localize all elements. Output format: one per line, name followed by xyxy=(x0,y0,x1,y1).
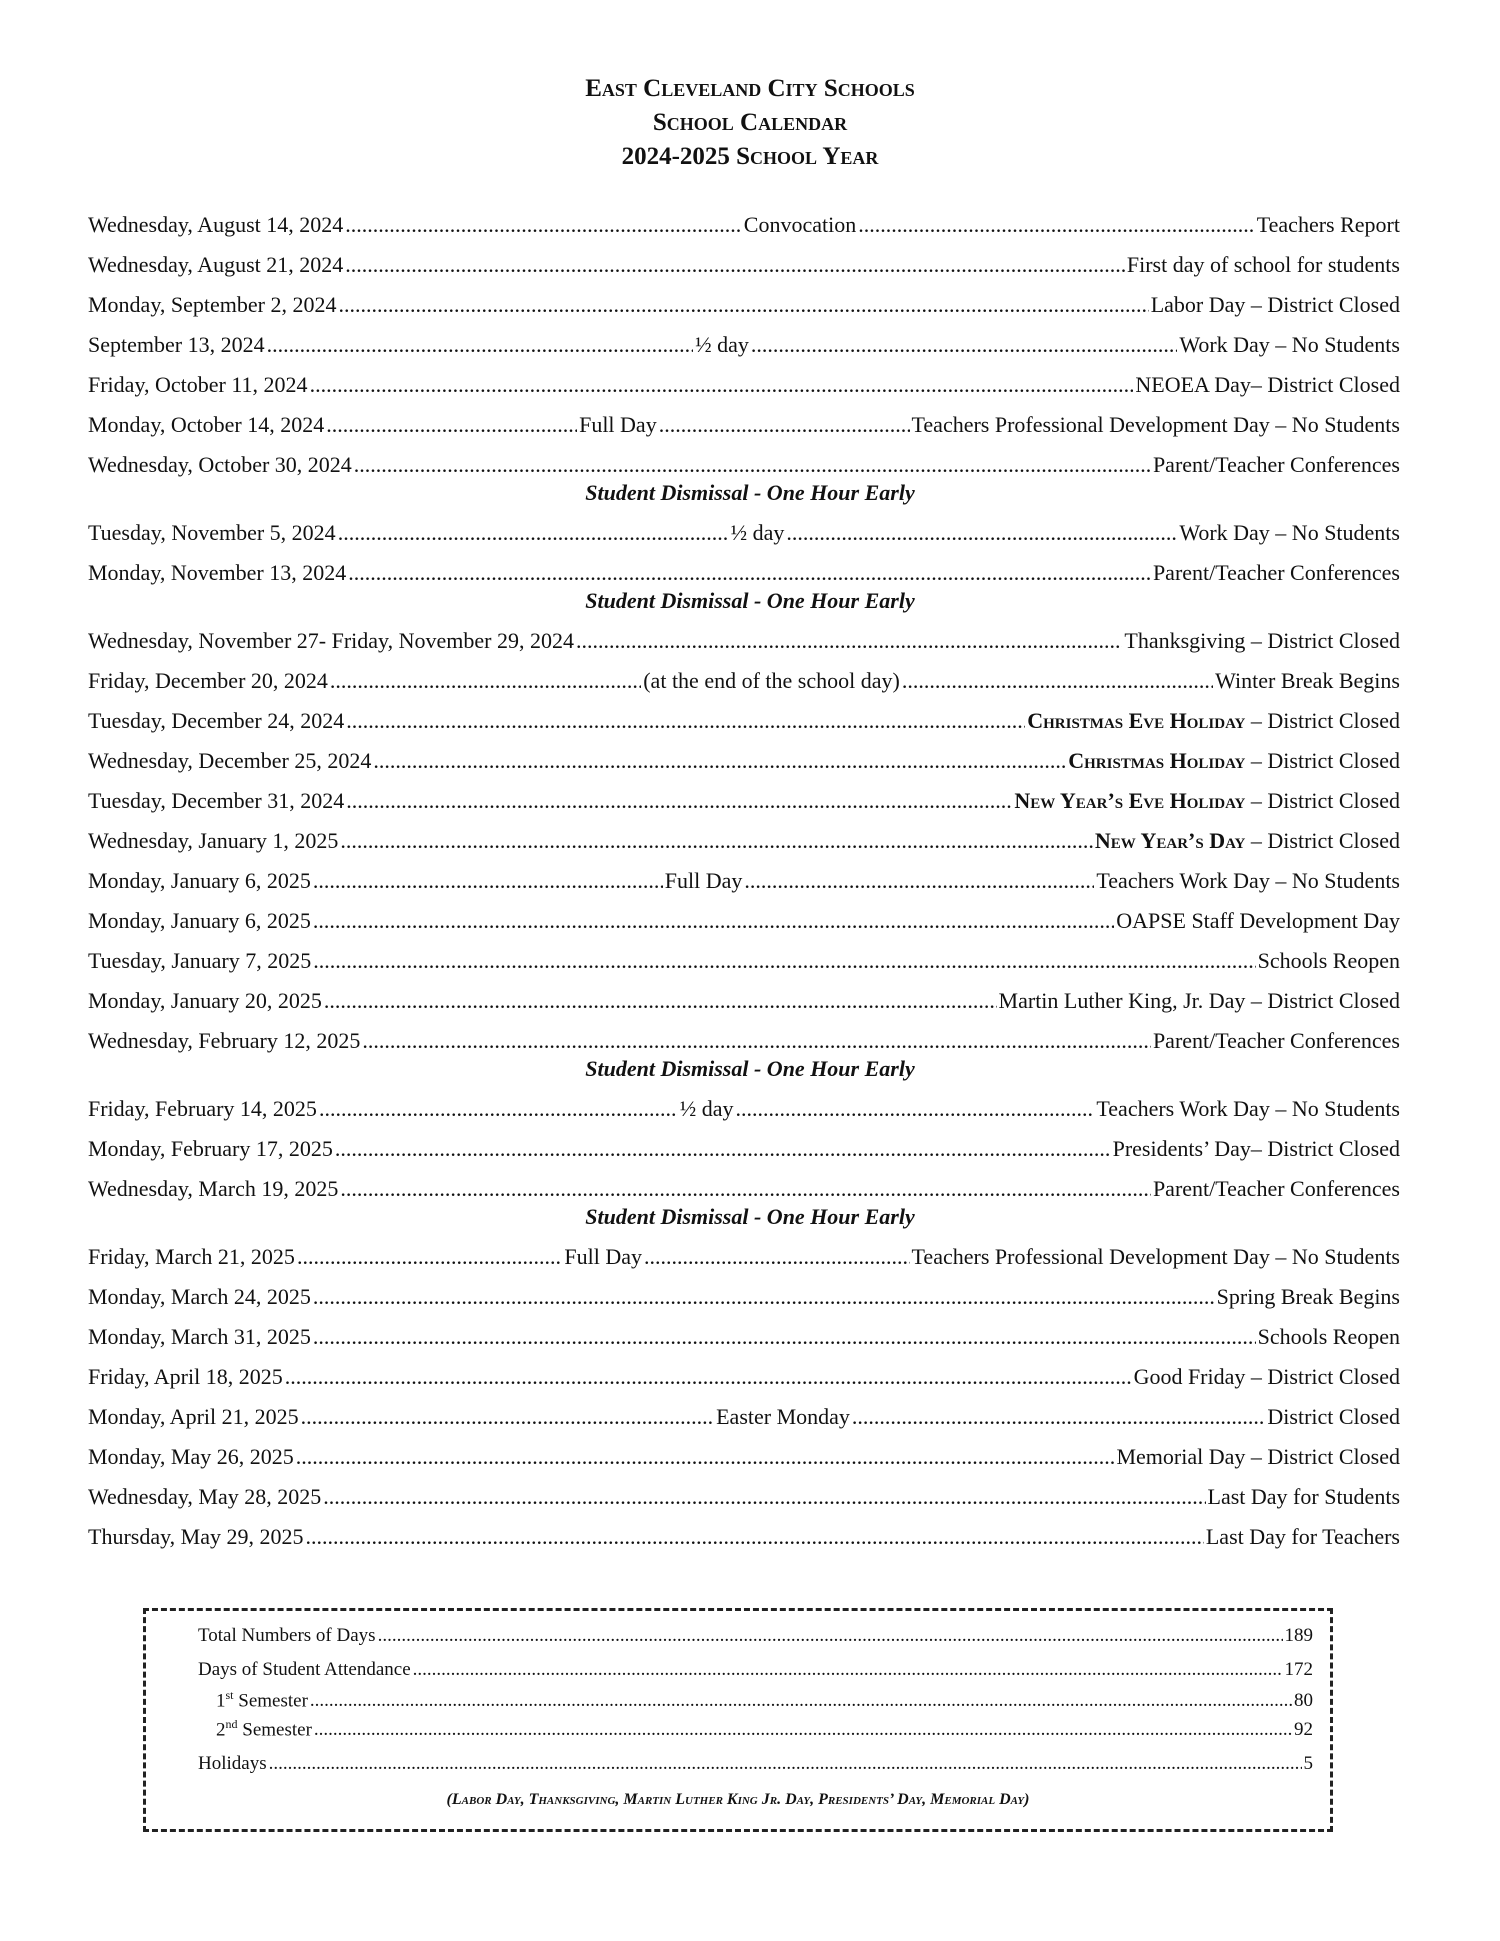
event-description-text: Schools Reopen xyxy=(1257,948,1400,973)
event-date: Wednesday, December 25, 2024 xyxy=(88,748,372,773)
event-row xyxy=(88,1284,1400,1314)
leader-dots xyxy=(576,628,1122,654)
event-row xyxy=(88,332,1400,362)
attendance-value: 172 xyxy=(1284,1659,1313,1680)
event-description xyxy=(1116,1444,1400,1470)
event-description xyxy=(1027,708,1400,734)
event-date: Wednesday, August 21, 2024 xyxy=(88,252,344,277)
event-row xyxy=(88,828,1400,858)
district-name: East Cleveland City Schools xyxy=(585,75,915,102)
event-date: Tuesday, November 5, 2024 xyxy=(88,520,336,545)
leader-dots xyxy=(313,1324,1256,1350)
event-description-text: Work Day – No Students xyxy=(1179,520,1400,545)
event-row xyxy=(88,292,1400,322)
event-date: Monday, November 13, 2024 xyxy=(88,560,347,585)
sem1-label: 1st Semester xyxy=(216,1688,308,1712)
event-date: Monday, May 26, 2025 xyxy=(88,1444,294,1469)
event-row xyxy=(88,708,1400,738)
leader-dots xyxy=(659,412,910,438)
event-date: Wednesday, January 1, 2025 xyxy=(88,828,339,853)
event-description xyxy=(1096,868,1400,894)
leader-dots xyxy=(345,212,742,238)
event-description-text: Thanksgiving – District Closed xyxy=(1124,628,1400,653)
event-date: Wednesday, October 30, 2024 xyxy=(88,452,352,477)
event-description xyxy=(999,988,1400,1014)
leader-dots xyxy=(858,212,1255,238)
sem2-value: 92 xyxy=(1294,1719,1313,1741)
event-description xyxy=(1014,788,1400,814)
event-description-text: Parent/Teacher Conferences xyxy=(1152,452,1400,477)
event-description-text: NEOEA Day– District Closed xyxy=(1135,372,1400,397)
event-description xyxy=(1096,1096,1400,1122)
event-date: Friday, March 21, 2025 xyxy=(88,1244,295,1269)
event-description-text: Last Day for Teachers xyxy=(1205,1524,1400,1549)
event-date: Wednesday, February 12, 2025 xyxy=(88,1028,361,1053)
event-description-text: – District Closed xyxy=(1245,708,1400,733)
event-note: ½ day xyxy=(695,332,749,357)
event-date: Tuesday, December 24, 2024 xyxy=(88,708,345,733)
leader-dots xyxy=(340,1176,1151,1202)
event-description xyxy=(1153,1028,1400,1054)
leader-dots xyxy=(852,1404,1265,1430)
event-description xyxy=(1217,1284,1400,1310)
total-days-value: 189 xyxy=(1284,1625,1313,1646)
event-row xyxy=(88,1484,1400,1514)
leader-dots xyxy=(313,908,1114,934)
leader-dots xyxy=(346,708,1025,734)
leader-dots xyxy=(902,668,1213,694)
document-title: School Calendar xyxy=(652,109,848,136)
event-note: ½ day xyxy=(730,520,785,545)
event-description xyxy=(1206,1524,1400,1550)
event-note: Convocation xyxy=(743,212,857,237)
leader-dots xyxy=(378,1625,1283,1647)
event-description-text: OAPSE Staff Development Day xyxy=(1116,908,1400,933)
leader-dots xyxy=(313,948,1255,974)
event-description xyxy=(912,1244,1400,1270)
leader-dots xyxy=(340,828,1093,854)
leader-dots xyxy=(354,452,1151,478)
event-row xyxy=(88,788,1400,818)
leader-dots xyxy=(323,1484,1205,1510)
event-note: Easter Monday xyxy=(716,1404,850,1429)
event-description-text: Schools Reopen xyxy=(1257,1324,1400,1349)
event-row xyxy=(88,1324,1400,1354)
leader-dots xyxy=(346,788,1012,814)
event-description xyxy=(1208,1484,1400,1510)
event-description xyxy=(912,412,1400,438)
event-note: Full Day xyxy=(579,412,657,437)
event-row xyxy=(88,412,1400,442)
event-description-text: Parent/Teacher Conferences xyxy=(1152,1176,1400,1201)
event-date: September 13, 2024 xyxy=(88,332,265,357)
event-row xyxy=(88,1176,1400,1206)
event-description xyxy=(1116,908,1400,934)
leader-dots xyxy=(313,1284,1215,1310)
event-description-text: First day of school for students xyxy=(1126,252,1400,277)
event-description xyxy=(1267,1404,1400,1430)
event-note: Full Day xyxy=(564,1244,643,1269)
leader-dots xyxy=(362,1028,1151,1054)
leader-dots xyxy=(330,668,641,694)
event-description-text: District Closed xyxy=(1267,1404,1400,1429)
event-row xyxy=(88,520,1400,550)
event-description-text: Spring Break Begins xyxy=(1216,1284,1400,1309)
event-date: Friday, February 14, 2025 xyxy=(88,1096,317,1121)
event-row xyxy=(88,1136,1400,1166)
summary-sem2-row xyxy=(216,1717,1313,1741)
event-date: Monday, January 6, 2025 xyxy=(88,868,311,893)
event-row xyxy=(88,668,1400,698)
leader-dots xyxy=(335,1136,1111,1162)
dismissal-note: Student Dismissal - One Hour Early xyxy=(585,588,915,613)
leader-dots xyxy=(324,988,997,1014)
event-date: Wednesday, May 28, 2025 xyxy=(88,1484,322,1509)
total-days-label: Total Numbers of Days xyxy=(198,1625,376,1646)
event-date: Monday, January 20, 2025 xyxy=(88,988,322,1013)
event-date: Tuesday, January 7, 2025 xyxy=(88,948,312,973)
event-description xyxy=(1179,332,1400,358)
event-description xyxy=(1124,628,1400,654)
event-row xyxy=(88,372,1400,402)
event-description-text: Teachers Professional Development Day – No Students xyxy=(911,412,1400,437)
event-description xyxy=(1135,372,1400,398)
event-description-text: Good Friday – District Closed xyxy=(1133,1364,1400,1389)
event-row xyxy=(88,1524,1400,1554)
event-description-text: Labor Day – District Closed xyxy=(1150,292,1400,317)
event-description-text: – District Closed xyxy=(1245,788,1400,813)
event-note: ½ day xyxy=(679,1096,734,1121)
event-note: Full Day xyxy=(664,868,743,893)
leader-dots xyxy=(345,252,1125,278)
event-date: Monday, February 17, 2025 xyxy=(88,1136,333,1161)
event-date: Monday, March 24, 2025 xyxy=(88,1284,311,1309)
event-row xyxy=(88,560,1400,590)
event-description xyxy=(1258,1324,1400,1350)
event-description-text: Teachers Work Day – No Students xyxy=(1096,1096,1400,1121)
event-row xyxy=(88,1364,1400,1394)
holiday-name: Christmas Eve Holiday xyxy=(1027,708,1246,733)
event-description xyxy=(1153,452,1400,478)
leader-dots xyxy=(285,1364,1132,1390)
leader-dots xyxy=(338,520,729,546)
holidays-value: 5 xyxy=(1303,1753,1313,1774)
event-date: Friday, April 18, 2025 xyxy=(88,1364,283,1389)
holidays-label: Holidays xyxy=(198,1753,267,1774)
event-row xyxy=(88,868,1400,898)
summary-sem1-row xyxy=(216,1688,1313,1712)
leader-dots xyxy=(306,1524,1204,1550)
leader-dots xyxy=(267,332,693,358)
event-date: Tuesday, December 31, 2024 xyxy=(88,788,345,813)
event-row xyxy=(88,1404,1400,1434)
event-row xyxy=(88,212,1400,242)
event-row xyxy=(88,1028,1400,1058)
leader-dots xyxy=(301,1404,714,1430)
leader-dots xyxy=(348,560,1151,586)
event-description xyxy=(1095,828,1400,854)
leader-dots xyxy=(338,292,1148,318)
event-date: Friday, December 20, 2024 xyxy=(88,668,328,693)
sem1-value: 80 xyxy=(1294,1690,1313,1712)
event-row xyxy=(88,948,1400,978)
event-note: (at the end of the school day) xyxy=(643,668,900,693)
event-description-text: Teachers Work Day – No Students xyxy=(1096,868,1400,893)
holiday-name: New Year’s Day xyxy=(1094,828,1246,853)
holiday-name: Christmas Holiday xyxy=(1068,748,1246,773)
dismissal-note: Student Dismissal - One Hour Early xyxy=(585,480,915,505)
event-description-text: Winter Break Begins xyxy=(1215,668,1400,693)
event-description-text: Presidents’ Day– District Closed xyxy=(1112,1136,1400,1161)
event-row xyxy=(88,628,1400,658)
event-description-text: Work Day – No Students xyxy=(1179,332,1400,357)
leader-dots xyxy=(786,520,1177,546)
event-date: Thursday, May 29, 2025 xyxy=(88,1524,304,1549)
event-description-text: Teachers Professional Development Day – No Students xyxy=(911,1244,1400,1269)
event-description-text: Parent/Teacher Conferences xyxy=(1152,560,1400,585)
event-description-text: Teachers Report xyxy=(1256,212,1400,237)
event-description-text: – District Closed xyxy=(1245,828,1400,853)
event-row xyxy=(88,1244,1400,1274)
event-description xyxy=(1179,520,1400,546)
leader-dots xyxy=(413,1659,1283,1681)
event-description xyxy=(1153,560,1400,586)
summary-box xyxy=(143,1608,1333,1832)
attendance-label: Days of Student Attendance xyxy=(198,1659,411,1680)
event-description-text: – District Closed xyxy=(1245,748,1400,773)
event-description-text: Parent/Teacher Conferences xyxy=(1152,1028,1400,1053)
leader-dots xyxy=(744,868,1094,894)
leader-dots xyxy=(310,372,1134,398)
event-row xyxy=(88,748,1400,778)
event-date: Friday, October 11, 2024 xyxy=(88,372,308,397)
dismissal-note: Student Dismissal - One Hour Early xyxy=(585,1056,915,1081)
school-year: 2024-2025 School Year xyxy=(621,143,879,170)
summary-total-row xyxy=(198,1625,1313,1647)
event-description xyxy=(1134,1364,1400,1390)
event-date: Monday, October 14, 2024 xyxy=(88,412,325,437)
event-date: Monday, April 21, 2025 xyxy=(88,1404,299,1429)
event-description xyxy=(1215,668,1400,694)
event-description xyxy=(1068,748,1400,774)
leader-dots xyxy=(373,748,1066,774)
event-date: Monday, September 2, 2024 xyxy=(88,292,337,317)
event-date: Monday, March 31, 2025 xyxy=(88,1324,311,1349)
sem2-label: 2nd Semester xyxy=(216,1717,312,1741)
event-row xyxy=(88,252,1400,282)
event-description xyxy=(1258,948,1400,974)
event-date: Wednesday, August 14, 2024 xyxy=(88,212,344,237)
holidays-note: (Labor Day, Thanksgiving, Martin Luther King Jr. Day, Presidents’ Day, Memorial Day) xyxy=(446,1791,1030,1808)
event-date: Wednesday, November 27- Friday, November 29, 2024 xyxy=(88,628,574,653)
leader-dots xyxy=(314,1719,1292,1741)
event-description xyxy=(1151,292,1400,318)
event-description xyxy=(1113,1136,1400,1162)
leader-dots xyxy=(644,1244,909,1270)
leader-dots xyxy=(736,1096,1095,1122)
event-row xyxy=(88,1096,1400,1126)
event-date: Wednesday, March 19, 2025 xyxy=(88,1176,339,1201)
event-description-text: Martin Luther King, Jr. Day – District Closed xyxy=(998,988,1400,1013)
leader-dots xyxy=(313,868,663,894)
leader-dots xyxy=(269,1753,1302,1775)
holiday-name: New Year’s Eve Holiday xyxy=(1014,788,1246,813)
leader-dots xyxy=(310,1690,1292,1712)
leader-dots xyxy=(319,1096,678,1122)
event-description-text: Last Day for Students xyxy=(1207,1484,1400,1509)
summary-holidays-row xyxy=(198,1753,1313,1775)
event-row xyxy=(88,1444,1400,1474)
event-row xyxy=(88,908,1400,938)
event-date: Monday, January 6, 2025 xyxy=(88,908,311,933)
dismissal-note: Student Dismissal - One Hour Early xyxy=(585,1204,915,1229)
event-description xyxy=(1127,252,1400,278)
event-description xyxy=(1153,1176,1400,1202)
event-row xyxy=(88,988,1400,1018)
leader-dots xyxy=(297,1244,562,1270)
leader-dots xyxy=(326,412,577,438)
event-row xyxy=(88,452,1400,482)
leader-dots xyxy=(751,332,1177,358)
event-description-text: Memorial Day – District Closed xyxy=(1116,1444,1400,1469)
summary-attendance-row xyxy=(198,1659,1313,1681)
event-description xyxy=(1257,212,1400,238)
leader-dots xyxy=(296,1444,1115,1470)
